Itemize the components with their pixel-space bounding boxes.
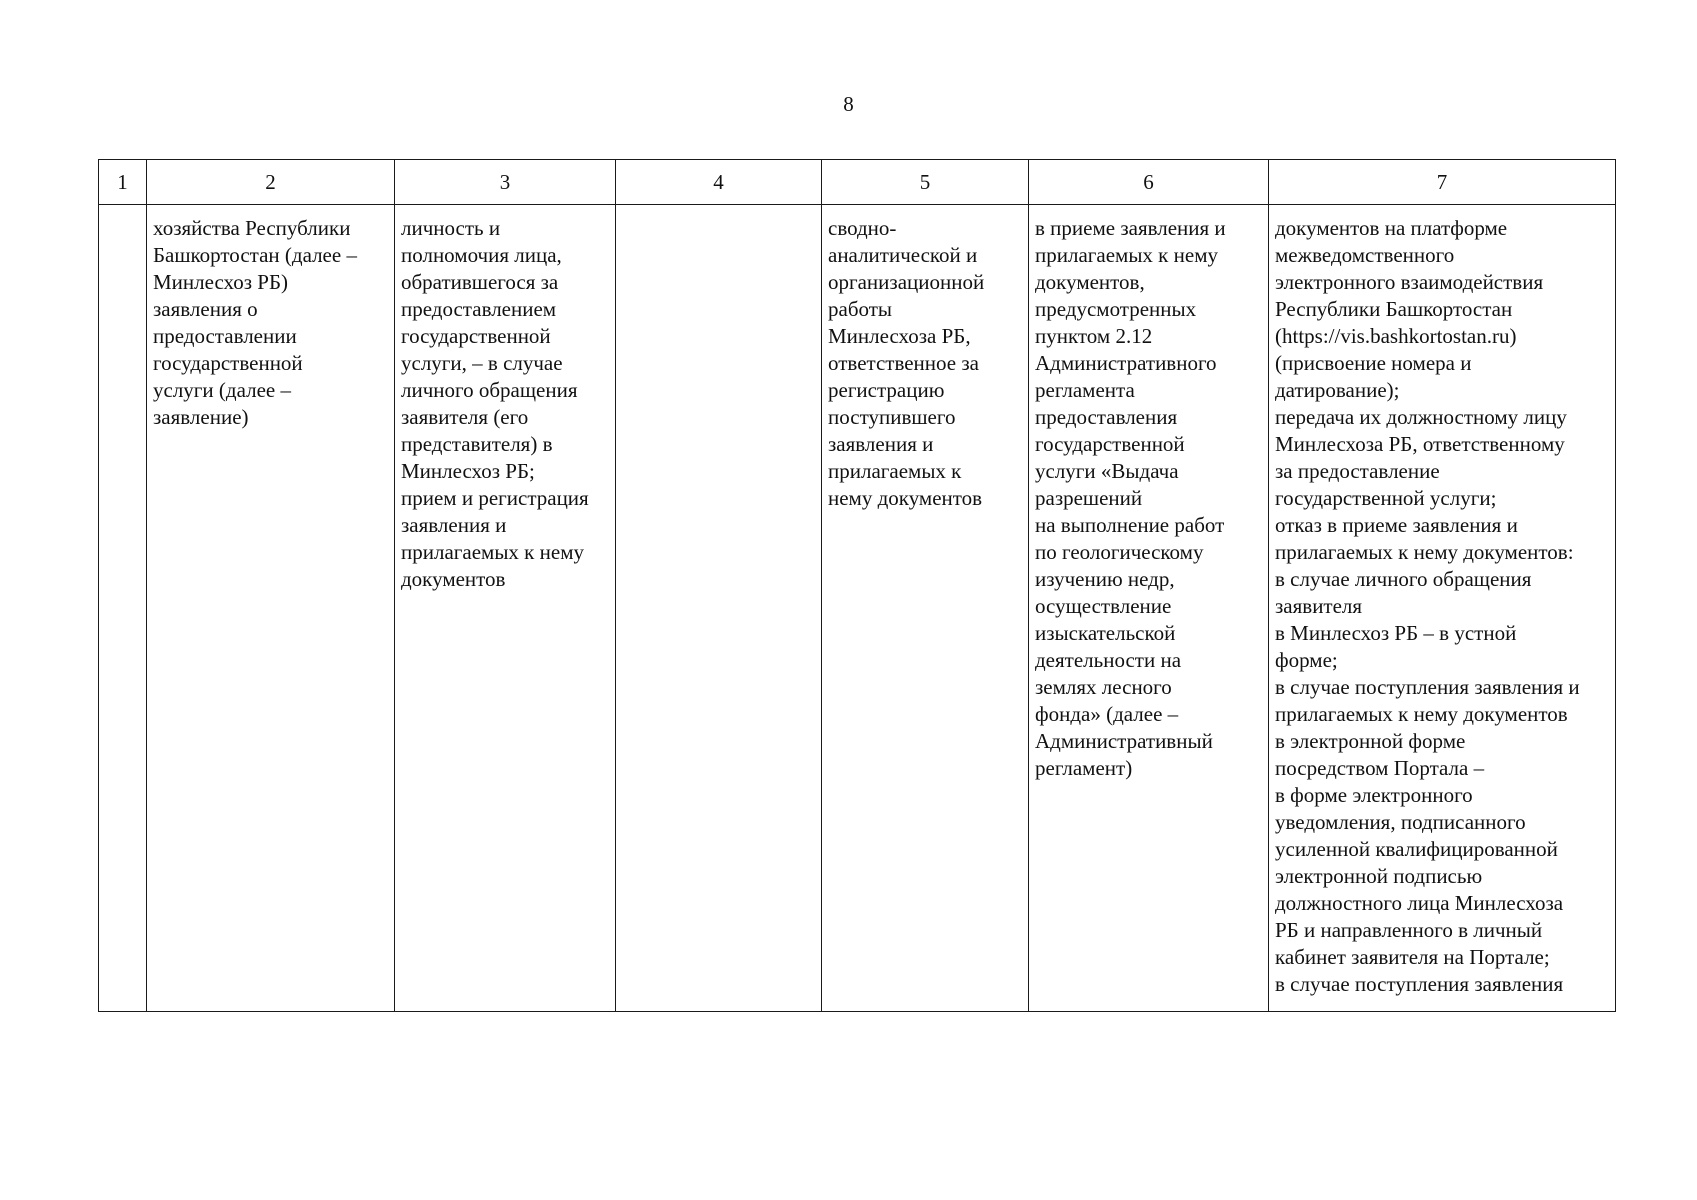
table-cell-col-6: в приеме заявления и прилагаемых к нему документов, предусмотренных пунктом 2.12 Административного регламента предоставления государственной услуги «Выдача разрешений на выполнение работ по геологическому изучению недр, осуществление изыскательской деятельности на землях лесного фонда» (далее – Административный регламент) xyxy=(1029,205,1269,1012)
table-cell-col-7: документов на платформе межведомственного электронного взаимодействия Республики Башкортостан (https://vis.bashkortostan.ru) (присвоение номера и датирование); передача их должностному лицу Минлесхоза РБ, ответственному за предоставление государственной услуги; отказ в приеме заявления и прилагаемых к нему документов: в случае личного обращения заявителя в Минлесхоз РБ – в устной форме; в случае поступления заявления и прилагаемых к нему документов в электронной форме посредством Портала – в форме электронного уведомления, подписанного усиленной квалифицированной электронной подписью должностного лица Минлесхоза РБ и направленного в личный кабинет заявителя на Портале; в случае поступления заявления xyxy=(1269,205,1616,1012)
column-header-5: 5 xyxy=(822,160,1029,205)
table-row xyxy=(99,205,1616,1012)
column-header-7: 7 xyxy=(1269,160,1616,205)
page-number: 8 xyxy=(843,92,854,116)
column-header-1: 1 xyxy=(99,160,147,205)
table-cell-col-1 xyxy=(99,205,147,1012)
table-cell-col-5: сводно- аналитической и организационной работы Минлесхоза РБ, ответственное за регистрацию поступившего заявления и прилагаемых к нему документов xyxy=(822,205,1029,1012)
column-header-2: 2 xyxy=(147,160,395,205)
column-header-6: 6 xyxy=(1029,160,1269,205)
table-header-row xyxy=(99,160,1616,205)
table-cell-col-2: хозяйства Республики Башкортостан (далее – Минлесхоз РБ) заявления о предоставлении государственной услуги (далее – заявление) xyxy=(147,205,395,1012)
column-header-4: 4 xyxy=(616,160,822,205)
document-table xyxy=(98,159,1616,1012)
column-header-3: 3 xyxy=(395,160,616,205)
table-cell-col-3: личность и полномочия лица, обратившегося за предоставлением государственной услуги, – в случае личного обращения заявителя (его представителя) в Минлесхоз РБ; прием и регистрация заявления и прилагаемых к нему документов xyxy=(395,205,616,1012)
table-cell-col-4 xyxy=(616,205,822,1012)
